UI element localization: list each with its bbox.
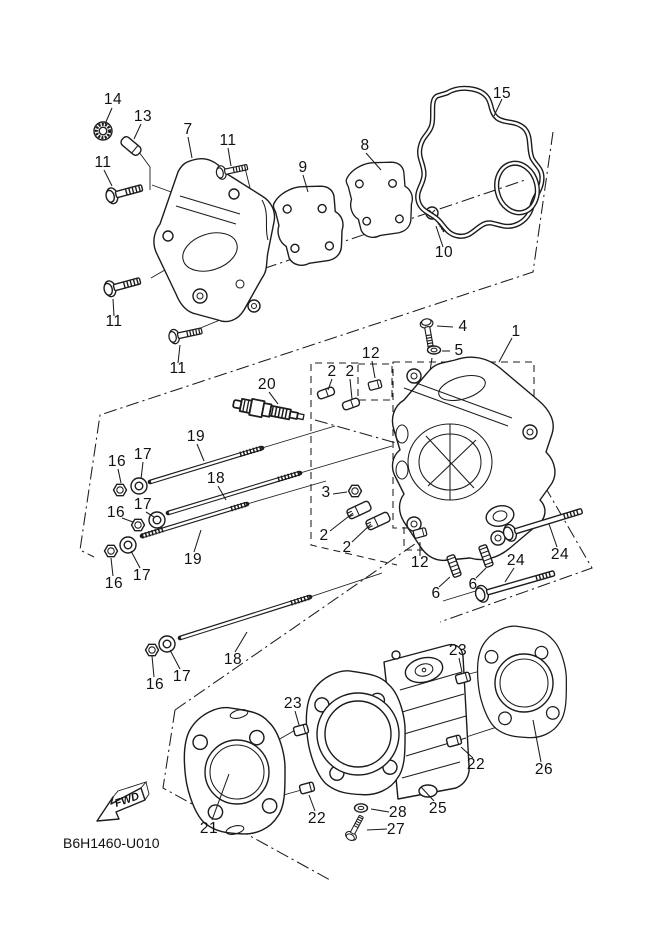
callout-23: 23 [448,642,468,659]
callout-19: 19 [186,428,206,445]
callout-2: 2 [327,363,337,380]
fwd-label: FWD [113,790,141,810]
callout-18: 18 [206,470,226,487]
dowel-12a [368,379,382,390]
washer-17c [120,537,136,553]
callout-17: 17 [133,496,153,513]
callout-14: 14 [103,91,123,108]
callout-10: 10 [434,244,454,261]
diagram-code: B6H1460-U010 [63,835,160,851]
callout-17: 17 [172,668,192,685]
washer-17d [159,636,175,652]
callout-2: 2 [319,527,329,544]
callout-17: 17 [133,446,153,463]
callout-1: 1 [511,323,521,340]
cover-bolt-11a [104,180,144,205]
fwd-arrow [97,782,149,821]
callout-27: 27 [386,821,406,838]
callout-4: 4 [458,318,468,335]
cylinder-head-cover [154,159,275,322]
callout-20: 20 [257,376,277,393]
cover-bolt-11d [168,324,204,345]
callout-13: 13 [133,108,153,125]
gasket-plate-8 [341,155,420,243]
valve-guide-2a [317,386,336,399]
callout-16: 16 [107,453,127,470]
dowel-22b [299,782,315,794]
callout-25: 25 [428,800,448,817]
callout-23: 23 [283,695,303,712]
callout-5: 5 [454,342,464,359]
nut-16c [105,545,118,556]
callout-12: 12 [361,345,381,362]
callout-16: 16 [104,575,124,592]
washer-17a [131,478,147,494]
valve-guide-2d [365,511,391,530]
cylinder [293,645,469,807]
bolt-27 [344,813,367,842]
callout-6: 6 [431,585,441,602]
callout-11: 11 [105,313,123,330]
callout-15: 15 [492,85,512,102]
cover-bolt-11c [102,273,142,298]
callout-22: 22 [307,810,327,827]
bolt-4 [419,318,437,349]
callout-24: 24 [550,546,570,563]
callout-28: 28 [388,804,408,821]
cylinder-gasket [171,696,301,846]
callout-24: 24 [506,552,526,569]
callout-11: 11 [169,360,187,377]
gasket-plate-9 [268,179,351,271]
callout-22: 22 [466,756,486,773]
spark-plug [232,396,305,426]
callout-11: 11 [94,154,112,171]
head-gasket [466,616,580,748]
callout-21: 21 [199,820,219,837]
callout-19: 19 [183,551,203,568]
dowel-pin [119,135,142,157]
callout-12: 12 [410,554,430,571]
nut-16a [114,484,127,495]
callout-6: 6 [468,576,478,593]
callout-2: 2 [345,363,355,380]
stud-18b [180,597,310,638]
callout-7: 7 [183,121,193,138]
callout-17: 17 [132,567,152,584]
washer-17b [149,512,165,528]
callout-16: 16 [145,676,165,693]
nut-3 [349,485,362,496]
nut-16d [146,644,159,655]
callout-18: 18 [223,651,243,668]
callout-16: 16 [106,504,126,521]
valve-guide-2b [342,397,361,410]
nut-16b [132,519,145,530]
callout-3: 3 [321,484,331,501]
washer-28 [355,804,368,812]
washer-5 [428,346,441,354]
callout-26: 26 [534,761,554,778]
callout-11: 11 [219,132,237,149]
callout-2: 2 [342,539,352,556]
callout-8: 8 [360,137,370,154]
callout-9: 9 [298,159,308,176]
bolt-24b [474,565,557,604]
oil-seal [94,122,112,140]
valve-guide-2c [346,500,372,519]
